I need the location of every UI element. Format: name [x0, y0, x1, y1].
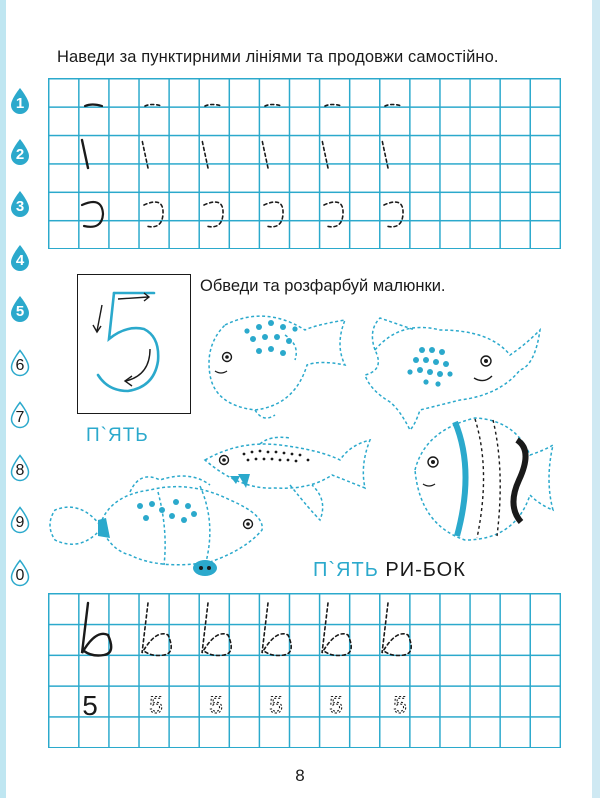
- step-drop-label: 3: [15, 198, 25, 215]
- step-drop-label: 8: [15, 462, 25, 479]
- instruction-color: Обведи та розфарбуй малюнки.: [200, 277, 446, 295]
- number-word: П`ЯТЬ: [86, 425, 149, 446]
- row-slanted-stroke: [82, 140, 388, 168]
- step-drop-label: 1: [15, 95, 25, 112]
- step-drop-1[interactable]: [9, 87, 31, 115]
- digit-five-guide-icon: [78, 275, 190, 413]
- row-horizontal-stroke: [85, 105, 402, 107]
- step-drop-label: 9: [15, 514, 25, 531]
- digit-five-trace: 5: [269, 692, 283, 719]
- step-drop-label: 0: [15, 567, 25, 584]
- left-page-edge: [0, 0, 6, 798]
- pufferfish-illustration[interactable]: [195, 305, 355, 430]
- phrase-number: П`ЯТЬ: [313, 559, 379, 581]
- striped-angelfish-illustration[interactable]: [405, 410, 555, 550]
- right-page-edge: [592, 0, 600, 798]
- step-drop-label: 4: [15, 252, 25, 269]
- digit-five-trace: 5: [393, 692, 407, 719]
- step-drop-5[interactable]: [9, 295, 31, 323]
- step-drop-label: 6: [15, 357, 25, 374]
- step-drop-8[interactable]: [9, 454, 31, 482]
- digit-five-trace: 5: [209, 692, 223, 719]
- clownfish-illustration[interactable]: [40, 470, 270, 580]
- row-five-stroke: [82, 603, 411, 656]
- digit-five-trace: 5: [329, 692, 343, 719]
- step-drop-4[interactable]: [9, 244, 31, 272]
- step-drop-7[interactable]: [9, 401, 31, 429]
- digit-five-sample: 5: [82, 690, 98, 721]
- stroke-practice-rows[interactable]: [48, 78, 560, 248]
- instruction-trace: Наведи за пунктирними лініями та продовжи самостійно.: [57, 48, 499, 66]
- step-drop-2[interactable]: [9, 138, 31, 166]
- step-drop-label: 2: [15, 146, 25, 163]
- step-drop-0[interactable]: [9, 559, 31, 587]
- row-digit-five: [82, 690, 406, 721]
- five-practice-rows[interactable]: [48, 593, 560, 747]
- step-drop-label: 5: [15, 303, 25, 320]
- number-five-card: [77, 274, 191, 414]
- phrase-noun: РИ-БОК: [385, 559, 466, 581]
- page-number: 8: [295, 766, 305, 785]
- step-drop-label: 7: [15, 409, 25, 426]
- step-drop-9[interactable]: [9, 506, 31, 534]
- row-arc-stroke: [82, 202, 403, 227]
- step-drop-3[interactable]: [9, 190, 31, 218]
- step-drop-6[interactable]: [9, 349, 31, 377]
- digit-five-trace: 5: [149, 692, 163, 719]
- phrase-five-fish: [313, 559, 466, 582]
